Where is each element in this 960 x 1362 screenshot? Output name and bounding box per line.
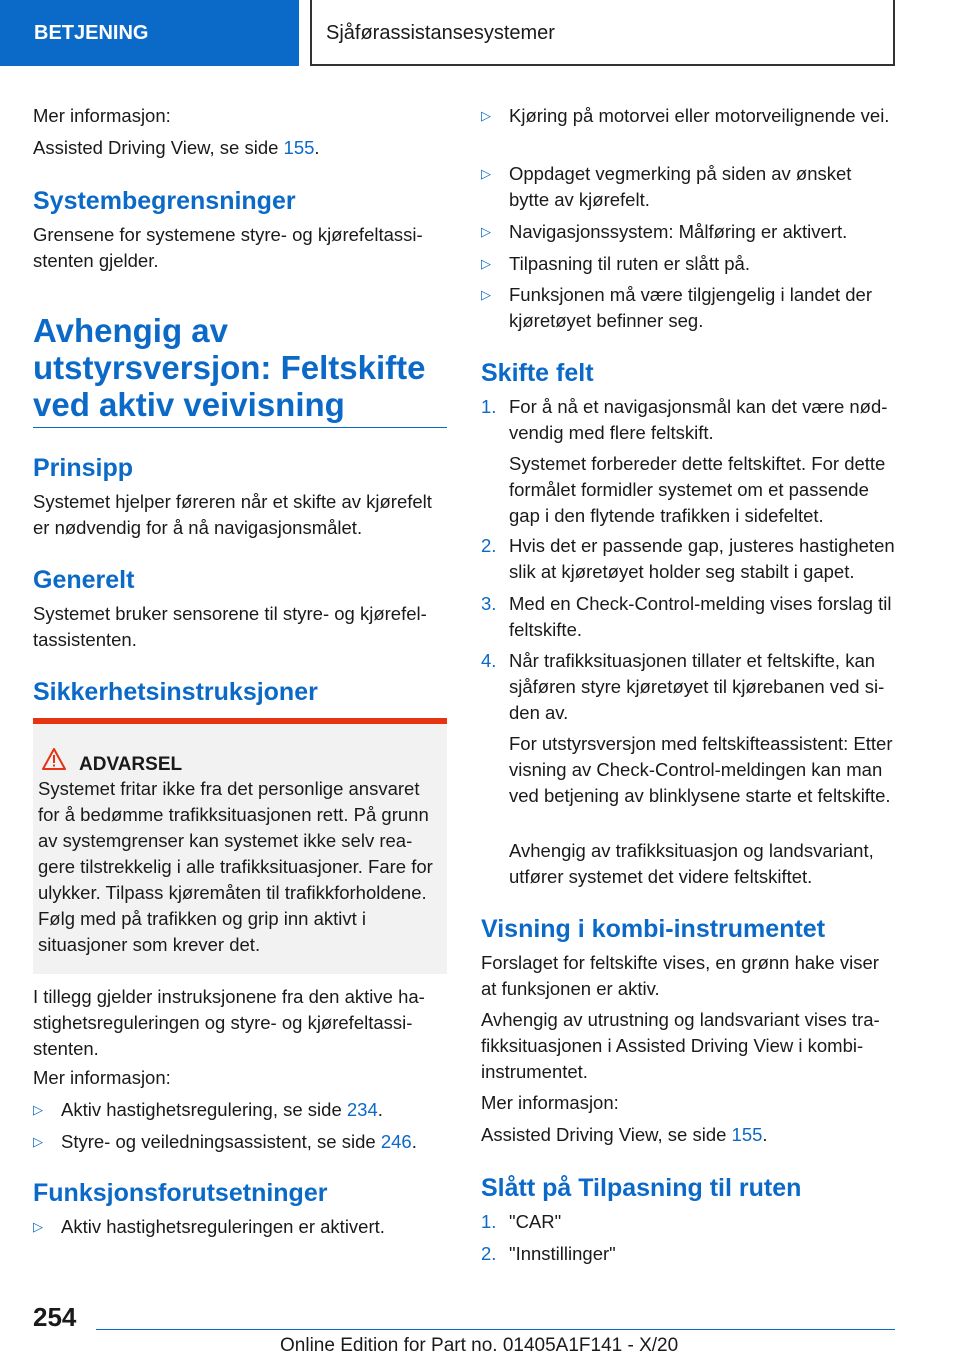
numbered-step: 2. "Innstillinger" (481, 1241, 896, 1267)
page-link[interactable]: 246 (380, 1131, 412, 1152)
bullet-triangle-icon: ▷ (33, 1102, 43, 1117)
page-link[interactable]: 155 (283, 137, 315, 158)
step-note: Avhengig av trafikksituasjon og landsvariant, utfører systemet det videre feltskiftet. (509, 840, 874, 887)
warning-text: Systemet fritar ikke fra det personlige ansvaret for å bedømme trafikksituasjonen rett. På grunn av systemgrenser kan systemet ikke selv reagere tilstrekkelig i alle trafikksituasjoner. Fare for ulykker. Tilpass kjøremåten til trafikkforholdene. Følg med på trafikken og grip inn aktivt i situasjoner som krever det. (38, 778, 433, 955)
heading-lane-change: Skifte felt (481, 359, 594, 387)
edition-footer: Online Edition for Part no. 01405A1F141 - X/20 (280, 1335, 679, 1356)
bullet-triangle-icon: ▷ (481, 108, 491, 123)
list-item: ▷ Styre- og veiledningsassistent, se side 246. (33, 1129, 447, 1155)
step-number: 3. (481, 593, 497, 614)
display-paragraph: Forslaget for feltskifte vises, en grønn hake viser at funksjonen er aktiv. (481, 952, 879, 999)
chapter-title: Sjåførassistansesystemer (310, 0, 895, 66)
step-number: 2. (481, 535, 497, 556)
list-item: ▷ Oppdaget vegmerking på siden av ønsket bytte av kjørefelt. (481, 163, 852, 210)
page-link[interactable]: 155 (731, 1124, 763, 1145)
step-number: 1. (481, 1211, 497, 1232)
display-paragraph: Avhengig av utrustning og landsvariant vises trafikksituasjonen i Assisted Driving View i kombi-instrumentet. (481, 1009, 880, 1082)
heading-safety: Sikkerhetsinstruksjoner (33, 678, 318, 706)
general-paragraph: Systemet bruker sensorene til styre- og kjørefeltassistenten. (33, 603, 427, 650)
heading-divider (33, 427, 447, 428)
reference-text: Assisted Driving View, se side (33, 137, 284, 158)
warning-title: ADVARSEL (79, 754, 183, 775)
heading-general: Generelt (33, 566, 135, 594)
limits-paragraph: Grensene for systemene styre- og kjørefeltassistenten gjelder. (33, 224, 423, 271)
principle-paragraph: Systemet hjelper føreren når et skifte av kjørefelt er nødvendig for å nå navigasjonsmålet. (33, 491, 432, 538)
heading-prerequisites: Funksjonsforutsetninger (33, 1179, 328, 1207)
bullet-triangle-icon: ▷ (481, 166, 491, 181)
warning-bar (33, 718, 447, 724)
numbered-step: 1. For å nå et navigasjonsmål kan det være nødvendig med flere feltskift. (481, 396, 888, 443)
more-info-label: Mer informasjon: (33, 1067, 171, 1088)
step-note: For utstyrsversjon med feltskifteassistent: Etter visning av Check-Control-meldingen kan man ved betjening av blinklysene starte et feltskifte. (509, 733, 893, 806)
step-number: 2. (481, 1243, 497, 1264)
main-heading: Avhengig av utstyrsversjon: Feltskifte ved aktiv veivisning (33, 312, 426, 423)
cross-reference: Assisted Driving View, se side 155. (481, 1124, 768, 1145)
heading-display: Visning i kombi-instrumentet (481, 915, 826, 943)
footer-divider (96, 1329, 895, 1330)
list-item: ▷ Navigasjonssystem: Målføring er aktivert. (481, 219, 896, 245)
heading-system-limits: Systembegrensninger (33, 187, 296, 215)
more-info-label: Mer informasjon: (33, 105, 171, 126)
list-item: ▷ Funksjonen må være tilgjengelig i landet der kjøretøyet befinner seg. (481, 284, 873, 331)
step-note: Systemet forbereder dette feltskiftet. For dette formålet formidler systemet om et passende gap i den flytende trafikken i sidefeltet. (509, 453, 886, 526)
numbered-step: 4. Når trafikksituasjonen tillater et feltskifte, kan sjåføren styre kjøretøyet til kjørebanen ved siden av. (481, 650, 885, 723)
warning-triangle-icon (42, 748, 66, 770)
page-link[interactable]: 234 (346, 1099, 378, 1120)
numbered-step: 2. Hvis det er passende gap, justeres hastigheten slik at kjøretøyet holder seg stabilt i gapet. (481, 535, 895, 582)
additional-paragraph: I tillegg gjelder instruksjonene fra den aktive hastighetsreguleringen og styre- og kjørefeltassistenten. (33, 986, 425, 1059)
list-item: ▷ Aktiv hastighetsregulering, se side 234. (33, 1097, 447, 1123)
numbered-step: 1. "CAR" (481, 1209, 896, 1235)
numbered-step: 3. Med en Check-Control-melding vises forslag til feltskifte. (481, 593, 892, 640)
heading-route: Slått på Tilpasning til ruten (481, 1174, 802, 1202)
step-number: 1. (481, 396, 497, 417)
bullet-triangle-icon: ▷ (481, 287, 491, 302)
section-tab: BETJENING (0, 0, 299, 66)
more-info-label: Mer informasjon: (481, 1092, 619, 1113)
cross-reference: Assisted Driving View, se side 155. (33, 137, 320, 158)
bullet-triangle-icon: ▷ (481, 224, 491, 239)
bullet-triangle-icon: ▷ (33, 1134, 43, 1149)
bullet-triangle-icon: ▷ (33, 1219, 43, 1234)
warning-box (33, 718, 447, 974)
list-item: ▷ Aktiv hastighetsreguleringen er aktivert. (33, 1214, 447, 1240)
page-number: 254 (33, 1302, 77, 1332)
heading-principle: Prinsipp (33, 454, 134, 482)
bullet-triangle-icon: ▷ (481, 256, 491, 271)
list-item: ▷ Tilpasning til ruten er slått på. (481, 251, 896, 277)
list-item: ▷ Kjøring på motorvei eller motorveilignende vei. (481, 103, 896, 129)
step-number: 4. (481, 650, 497, 671)
